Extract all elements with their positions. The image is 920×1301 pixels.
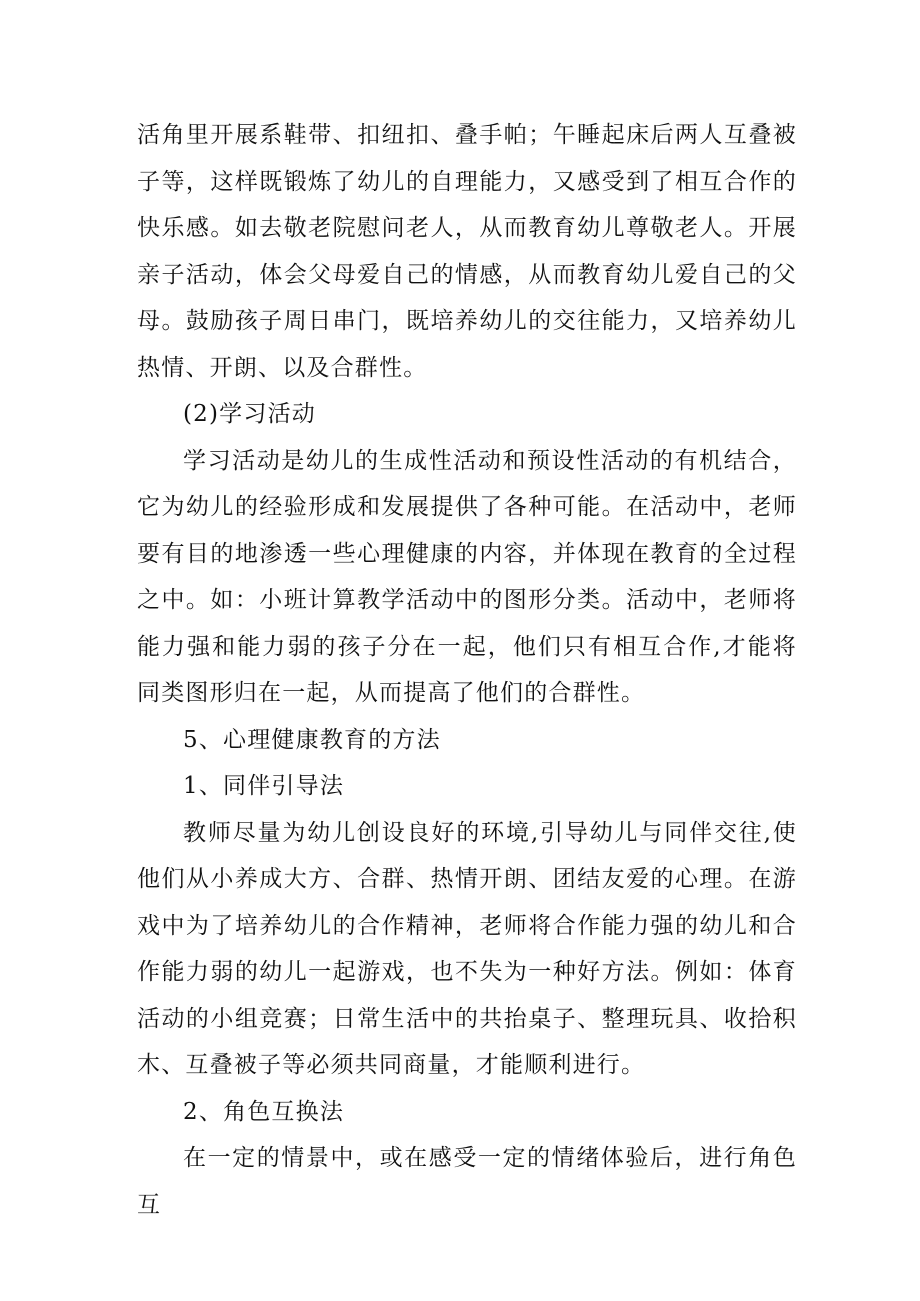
- heading-role-swap: 2、角色互换法: [183, 1098, 345, 1125]
- heading-peer-guidance: 1、同伴引导法: [183, 773, 345, 799]
- document-body: [137, 112, 797, 1228]
- heading-education-methods: 5、心理健康教育的方法: [183, 726, 441, 753]
- paragraph-role-swap: 在一定的情景中，或在感受一定的情绪体验后，进行角色互: [137, 1145, 797, 1218]
- paragraph-learning-activities: 学习活动是幼儿的生成性活动和预设性活动的有机结合，它为幼儿的经验形成和发展提供了各种可能。在活动中，老师要有目的地渗透一些心理健康的内容，并体现在教育的全过程之中。如：小班计算教学活动中的图形分类。活动中，老师将能力强和能力弱的孩子分在一起，他们只有相互合作,才能将同类图形归在一起，从而提高了他们的合群性。: [137, 447, 797, 706]
- heading-learning-activities: (2)学习活动: [183, 401, 316, 427]
- paragraph-peer-guidance: 教师尽量为幼儿创设良好的环境,引导幼儿与同伴交往,使他们从小养成大方、合群、热情开朗、团结友爱的心理。在游戏中为了培养幼儿的合作精神，老师将合作能力强的幼儿和合作能力弱的幼儿一起游戏，也不失为一种好方法。例如：体育活动的小组竞赛；日常生活中的共抬桌子、整理玩具、收拾积木、互叠被子等必须共同商量，才能顺利进行。: [137, 819, 797, 1078]
- paragraph-continuation: 活角里开展系鞋带、扣纽扣、叠手帕；午睡起床后两人互叠被子等，这样既锻炼了幼儿的自理能力，又感受到了相互合作的快乐感。如去敬老院慰问老人，从而教育幼儿尊敬老人。开展亲子活动，体会父母爱自己的情感，从而教育幼儿爱自己的父母。鼓励孩子周日串门，既培养幼儿的交往能力，又培养幼儿热情、开朗、以及合群性。: [137, 122, 797, 381]
